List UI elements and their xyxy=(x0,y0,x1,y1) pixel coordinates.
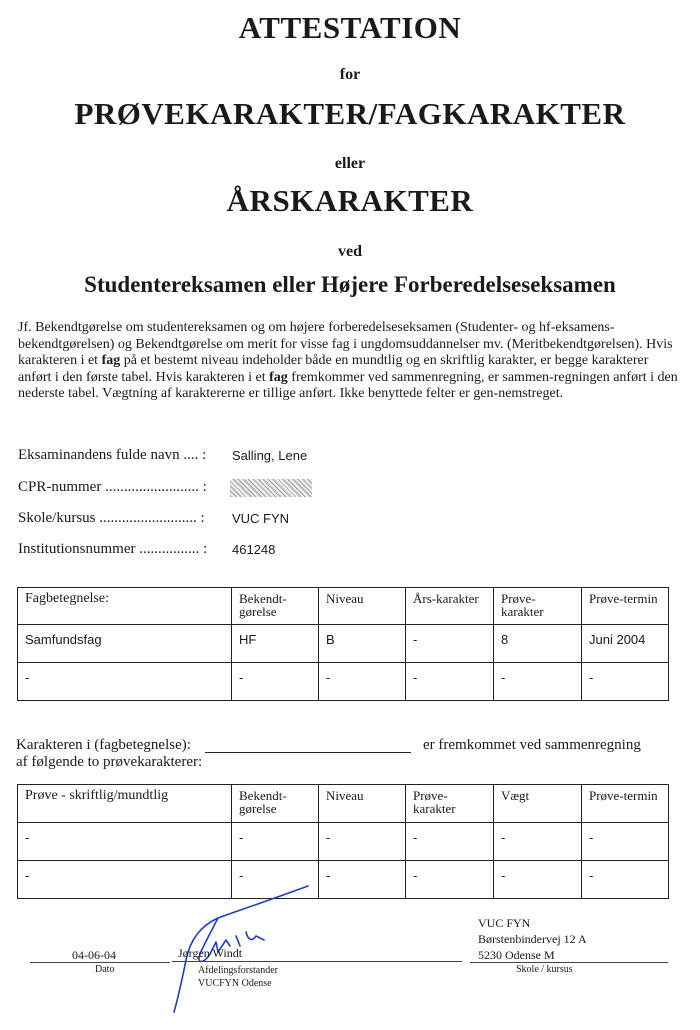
header-cell: Prøve-termin xyxy=(582,588,669,625)
subject-cell: Samfundsfag xyxy=(18,625,232,663)
fagbetegnelse-blank-line xyxy=(205,752,411,753)
intro-paragraph xyxy=(18,320,682,403)
grades-table-header-row xyxy=(18,588,669,625)
signer-title: Afdelingsforstander xyxy=(198,965,278,976)
table-cell: - xyxy=(582,663,669,701)
karakter-line-right: er fremkommet ved sammenregning xyxy=(423,737,641,753)
table-cell: B xyxy=(319,625,406,663)
title-connector-or: eller xyxy=(334,155,366,172)
signer-name: Jørgen Windt xyxy=(178,946,243,960)
header-cell: Fagbetegnelse: xyxy=(18,588,232,625)
table-row xyxy=(18,861,669,899)
table-cell: - xyxy=(494,861,582,899)
table-cell: - xyxy=(319,861,406,899)
table-cell: 8 xyxy=(494,625,582,663)
table-cell: - xyxy=(319,823,406,861)
table-cell: - xyxy=(18,861,232,899)
cpr-label: CPR-nummer ......................... : xyxy=(18,479,207,495)
table-cell: - xyxy=(494,663,582,701)
intro-fag-2: fag xyxy=(269,369,288,385)
school-label: Skole / kursus xyxy=(516,964,573,975)
date-label: Dato xyxy=(95,964,115,975)
header-cell: Prøve-termin xyxy=(582,785,669,823)
table-cell: - xyxy=(232,823,319,861)
grades-table xyxy=(17,587,669,701)
table-cell: - xyxy=(582,861,669,899)
table-cell: - xyxy=(232,663,319,701)
karakter-line-second: af følgende to prøvekarakterer: xyxy=(16,754,203,770)
header-cell: Vægt xyxy=(494,785,582,823)
name-value: Salling, Lene xyxy=(232,448,308,463)
combined-table-header-row xyxy=(18,785,669,823)
table-cell: - xyxy=(406,625,494,663)
school-line xyxy=(470,962,668,963)
table-cell: - xyxy=(582,823,669,861)
header-cell: Bekendt-gørelse xyxy=(232,785,319,823)
table-cell: - xyxy=(494,823,582,861)
table-cell: - xyxy=(18,663,232,701)
school-stamp-street: Børstenbindervej 12 A xyxy=(478,932,587,946)
intro-text-2: på et bestemt niveau indeholder både en mundtlig og en skriftlig karakter, er begge karakterer anført i den første tabel. Hvis karakteren i et xyxy=(18,353,649,385)
table-cell: - xyxy=(18,823,232,861)
title-connector-at: ved xyxy=(338,243,362,260)
table-cell: - xyxy=(406,823,494,861)
intro-fag-1: fag xyxy=(101,353,121,369)
exam-title: Studentereksamen eller Højere Forberedelseseksamen xyxy=(84,272,616,297)
subject-title: PRØVEKARAKTER/FAGKARAKTER xyxy=(74,96,626,131)
institution-label: Institutionsnummer ................ : xyxy=(18,541,208,557)
signature-line xyxy=(172,961,462,962)
header-cell: Bekendt-gørelse xyxy=(232,588,319,625)
signer-org: VUCFYN Odense xyxy=(198,978,272,989)
school-value: VUC FYN xyxy=(232,511,290,526)
header-cell: Prøve-karakter xyxy=(406,785,494,823)
table-row xyxy=(18,663,669,701)
header-cell: Prøve - skriftlig/mundtlig xyxy=(18,785,232,823)
date-line xyxy=(30,962,170,963)
date-value: 04-06-04 xyxy=(72,948,116,962)
karakter-line-left: Karakteren i (fagbetegnelse): xyxy=(16,737,191,753)
table-row xyxy=(18,625,669,663)
table-cell: - xyxy=(232,861,319,899)
table-row xyxy=(18,823,669,861)
school-stamp-city: 5230 Odense M xyxy=(478,948,555,962)
year-title: ÅRSKARAKTER xyxy=(226,183,474,218)
header-cell: Niveau xyxy=(319,588,406,625)
intro-text-1: Jf. Bekendtgørelse om studentereksamen og om højere forberedelseseksamen (Studenter- og hf-eksamens-bekendtgørelsen) og Bekendtgørelse om merit for visse fag i ungdomsuddannelser mv. (Meritbekendtgørelsen). Hvis karakteren i et xyxy=(18,320,673,369)
table-cell: - xyxy=(406,861,494,899)
table-cell: - xyxy=(319,663,406,701)
table-cell: HF xyxy=(232,625,319,663)
table-cell: - xyxy=(406,663,494,701)
header-cell: Prøve-karakter xyxy=(494,588,582,625)
institution-value: 461248 xyxy=(232,542,276,557)
header-cell: Års-karakter xyxy=(406,588,494,625)
header-cell: Niveau xyxy=(319,785,406,823)
cpr-value-redacted xyxy=(230,479,312,497)
title-connector-for: for xyxy=(339,66,361,83)
intro-text-3: fremkommer ved sammenregning, er sammen-regningen anført i den nederste tabel. Vægtning af karaktererne er tillige anført. Ikke benyttede felter er gen-nemstreget. xyxy=(18,369,678,402)
name-label: Eksaminandens fulde navn .... : xyxy=(18,447,207,463)
combined-grades-table xyxy=(17,784,669,899)
school-stamp-name: VUC FYN xyxy=(478,916,531,930)
table-cell: Juni 2004 xyxy=(582,625,669,663)
school-label: Skole/kursus .......................... : xyxy=(18,510,205,526)
document-title: ATTESTATION xyxy=(238,10,462,45)
